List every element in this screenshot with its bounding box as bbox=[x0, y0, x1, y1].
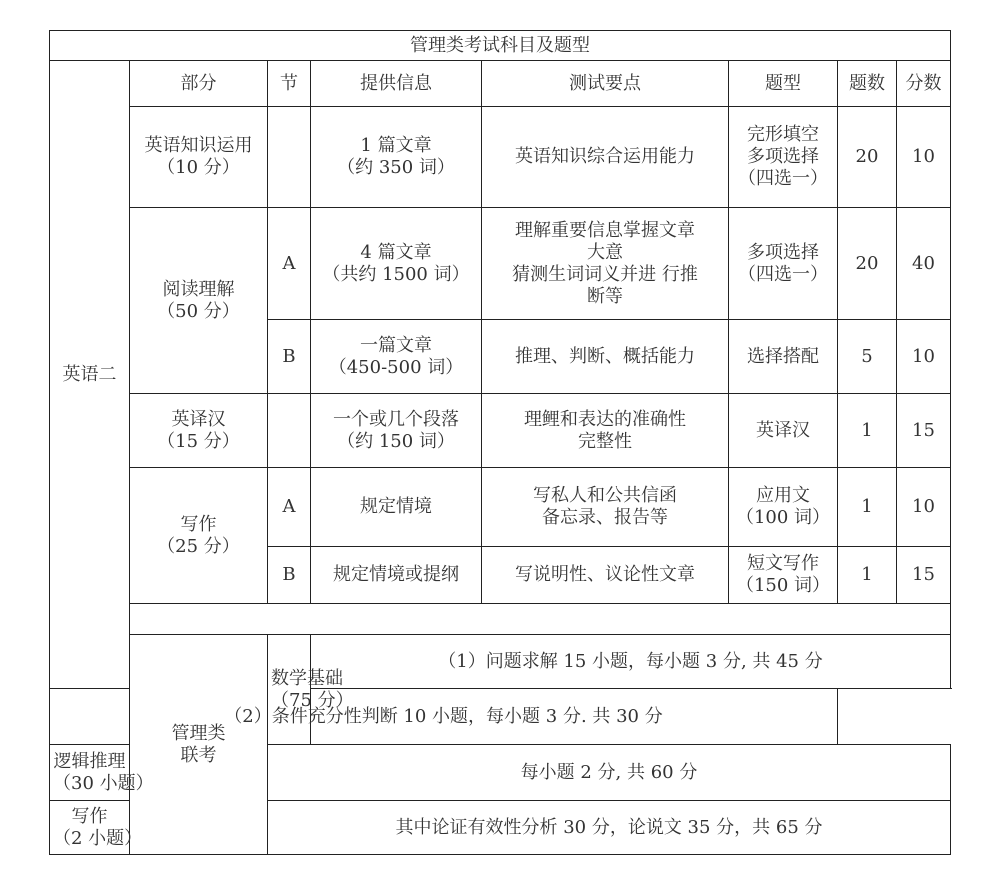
header-row bbox=[50, 61, 951, 107]
score-cell: 10 bbox=[897, 468, 951, 547]
part-cell: 写作 （2 小题） bbox=[50, 801, 130, 855]
count-cell: 1 bbox=[838, 547, 897, 604]
info-cell: 1 篇文章 （约 350 词） bbox=[311, 107, 482, 208]
header-part: 部分 bbox=[130, 61, 268, 107]
table-row bbox=[50, 468, 951, 547]
count-cell: 1 bbox=[838, 468, 897, 547]
count-cell: 20 bbox=[838, 208, 897, 320]
count-cell: 1 bbox=[838, 394, 897, 468]
section-cell: A bbox=[268, 208, 311, 320]
points-cell: 写私人和公共信函 备忘录、报告等 bbox=[482, 468, 729, 547]
math-item-1: （1）问题求解 15 小题，每小题 3 分, 共 45 分 bbox=[311, 635, 951, 689]
score-cell: 15 bbox=[897, 394, 951, 468]
section-cell: B bbox=[268, 320, 311, 394]
points-cell: 英语知识综合运用能力 bbox=[482, 107, 729, 208]
info-cell: 4 篇文章 （共约 1500 词） bbox=[311, 208, 482, 320]
part-cell: 数学基础 （75 分） bbox=[268, 635, 311, 745]
type-cell: 选择搭配 bbox=[729, 320, 838, 394]
points-cell: 理鲤和表达的准确性 完整性 bbox=[482, 394, 729, 468]
part-cell: 英语知识运用 （10 分） bbox=[130, 107, 268, 208]
table-row bbox=[50, 635, 951, 689]
type-cell: 完形填空 多项选择 （四选一） bbox=[729, 107, 838, 208]
management-label: 管理类 联考 bbox=[130, 635, 268, 855]
type-cell: 短文写作 （150 词） bbox=[729, 547, 838, 604]
score-cell: 10 bbox=[897, 320, 951, 394]
logic-desc: 每小题 2 分, 共 60 分 bbox=[268, 745, 951, 801]
section-cell bbox=[268, 107, 311, 208]
part-cell: 写作 （25 分） bbox=[130, 468, 268, 604]
exam-table bbox=[49, 30, 951, 855]
table-row bbox=[50, 107, 951, 208]
header-info: 提供信息 bbox=[311, 61, 482, 107]
info-cell: 一篇文章 （450-500 词） bbox=[311, 320, 482, 394]
english-label: 英语二 bbox=[50, 61, 130, 689]
table-title: 管理类考试科目及题型 bbox=[50, 31, 951, 61]
score-cell: 15 bbox=[897, 547, 951, 604]
count-cell: 5 bbox=[838, 320, 897, 394]
part-cell: 阅读理解 （50 分） bbox=[130, 208, 268, 394]
header-count: 题数 bbox=[838, 61, 897, 107]
header-type: 题型 bbox=[729, 61, 838, 107]
points-cell: 理解重要信息掌握文章 大意 猜测生词词义并进 行推 断等 bbox=[482, 208, 729, 320]
part-cell: 英译汉 （15 分） bbox=[130, 394, 268, 468]
count-cell: 20 bbox=[838, 107, 897, 208]
part-cell: 逻辑推理 （30 小题） bbox=[50, 745, 130, 801]
header-score: 分数 bbox=[897, 61, 951, 107]
info-cell: 规定情境 bbox=[311, 468, 482, 547]
writing-desc: 其中论证有效性分析 30 分，论说文 35 分，共 65 分 bbox=[268, 801, 951, 855]
score-cell: 10 bbox=[897, 107, 951, 208]
type-cell: 英译汉 bbox=[729, 394, 838, 468]
spacer-row bbox=[50, 604, 951, 635]
section-cell: A bbox=[268, 468, 311, 547]
info-cell: 规定情境或提纲 bbox=[311, 547, 482, 604]
header-section: 节 bbox=[268, 61, 311, 107]
header-points: 测试要点 bbox=[482, 61, 729, 107]
score-cell: 40 bbox=[897, 208, 951, 320]
section-cell bbox=[268, 394, 311, 468]
points-cell: 推理、判断、概括能力 bbox=[482, 320, 729, 394]
table-row bbox=[50, 208, 951, 320]
info-cell: 一个或几个段落 （约 150 词） bbox=[311, 394, 482, 468]
table-row bbox=[50, 394, 951, 468]
title-row bbox=[50, 31, 951, 61]
section-cell: B bbox=[268, 547, 311, 604]
exam-document bbox=[49, 30, 951, 855]
math-item-2: （2）条件充分性判断 10 小题，每小题 3 分. 共 30 分 bbox=[50, 689, 838, 745]
type-cell: 应用文 （100 词） bbox=[729, 468, 838, 547]
type-cell: 多项选择 （四选一） bbox=[729, 208, 838, 320]
blank-cell bbox=[130, 604, 951, 635]
points-cell: 写说明性、议论性文章 bbox=[482, 547, 729, 604]
